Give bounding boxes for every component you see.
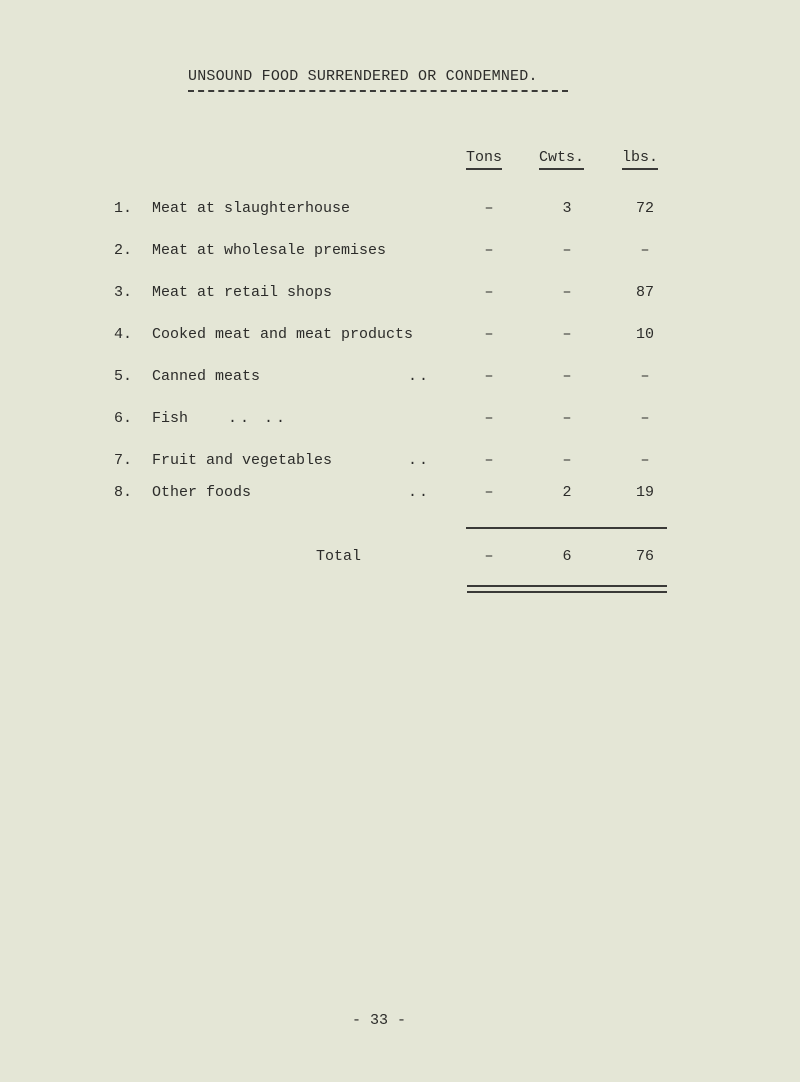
total-row [0,548,800,572]
cell-tons: – [484,326,494,343]
row-label: Meat at retail shops [152,284,333,301]
cell-cwts: – [562,410,572,427]
column-header-tons-label: Tons [466,149,503,166]
cell-tons: – [484,284,494,301]
leader-dots: .. .. [228,410,289,427]
column-header-cwts [539,149,584,170]
leader-dots: .. [408,484,431,501]
cell-tons: – [484,368,494,385]
total-tons: – [484,548,494,565]
leader-dots: .. [408,452,431,469]
total-rule [466,527,667,529]
title-underline [188,90,568,92]
row-label: Meat at wholesale premises [152,242,387,259]
cell-tons: – [484,452,494,469]
leader-dots: .. [408,368,431,385]
row-number: 4. [114,326,133,343]
column-header-lbs-label: lbs. [622,149,659,166]
total-label: Total [316,548,362,565]
row-label: Canned meats [152,368,261,385]
cell-cwts: – [562,242,572,259]
cell-lbs: 10 [635,326,654,343]
row-number: 5. [114,368,133,385]
total-cwts: 6 [562,548,572,565]
column-header-lbs [622,149,658,170]
row-number: 3. [114,284,133,301]
table-row [0,326,800,350]
column-header-cwts-underline [539,168,584,170]
cell-cwts: 2 [562,484,572,501]
table-row [0,368,800,392]
cell-cwts: – [562,368,572,385]
row-label: Cooked meat and meat products [152,326,414,343]
cell-lbs: 72 [635,200,654,217]
total-lbs: 76 [635,548,654,565]
table-row [0,242,800,266]
cell-lbs: – [640,368,650,385]
page-number: - 33 - [352,1012,407,1029]
row-label: Meat at slaughterhouse [152,200,351,217]
table-row [0,484,800,508]
total-double-rule [467,585,667,593]
table-row [0,284,800,308]
cell-tons: – [484,200,494,217]
column-header-tons [466,149,502,170]
column-header-tons-underline [466,168,502,170]
cell-cwts: 3 [562,200,572,217]
cell-lbs: – [640,242,650,259]
row-number: 2. [114,242,133,259]
cell-cwts: – [562,326,572,343]
row-label: Fruit and vegetables [152,452,333,469]
row-number: 1. [114,200,133,217]
cell-lbs: – [640,452,650,469]
row-label: Other foods [152,484,252,501]
cell-cwts: – [562,284,572,301]
page-title: UNSOUND FOOD SURRENDERED OR CONDEMNED. [188,68,538,85]
cell-tons: – [484,484,494,501]
column-header-lbs-underline [622,168,658,170]
cell-lbs: 87 [635,284,654,301]
row-label: Fish [152,410,189,427]
row-number: 8. [114,484,133,501]
column-header-cwts-label: Cwts. [539,149,585,166]
table-row [0,410,800,434]
row-number: 6. [114,410,133,427]
cell-lbs: 19 [635,484,654,501]
cell-cwts: – [562,452,572,469]
row-number: 7. [114,452,133,469]
table-row [0,200,800,224]
cell-lbs: – [640,410,650,427]
table-row [0,452,800,476]
cell-tons: – [484,410,494,427]
cell-tons: – [484,242,494,259]
